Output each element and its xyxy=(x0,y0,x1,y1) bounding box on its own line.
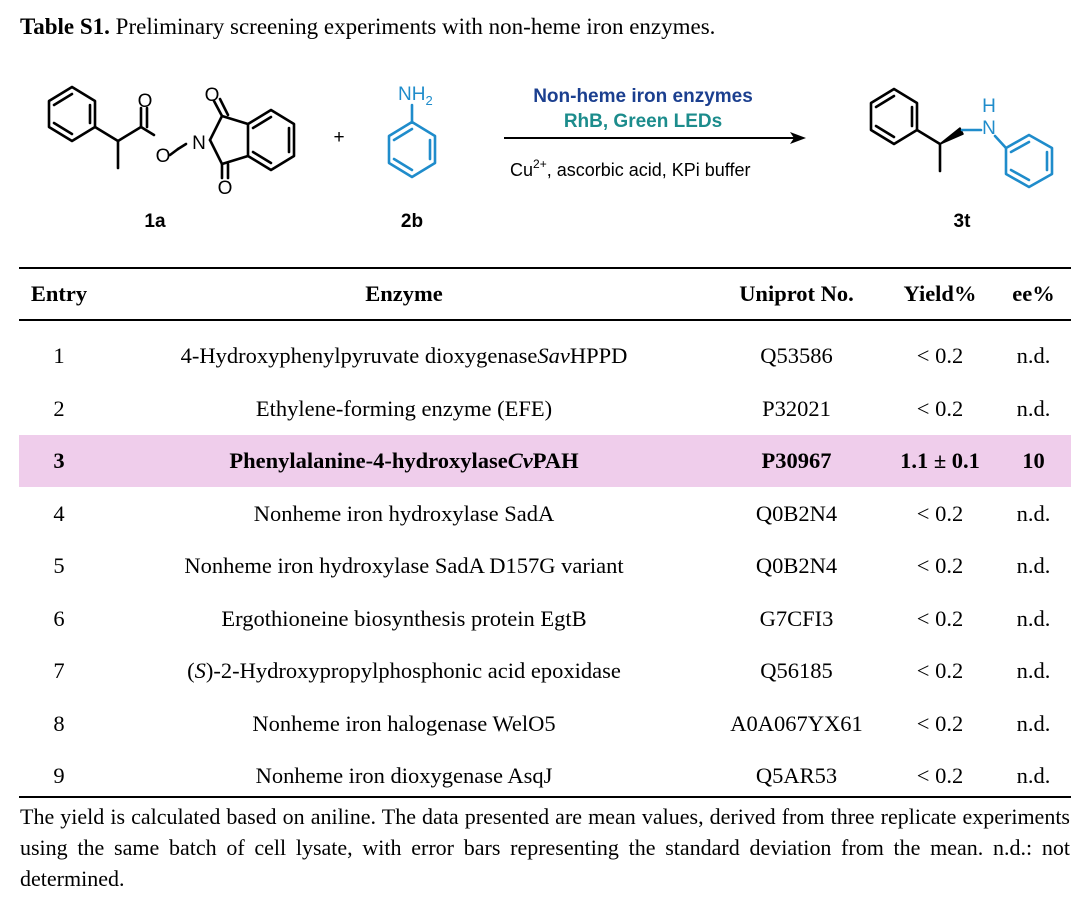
cell-entry: 2 xyxy=(53,395,65,421)
table-header xyxy=(19,270,1071,318)
conditions-cu: Cu xyxy=(510,160,534,180)
table-row xyxy=(19,330,1071,382)
caption-label: Table S1. xyxy=(20,14,110,39)
cell-ee: n.d. xyxy=(1016,763,1051,788)
product-nh-h: H xyxy=(982,96,996,117)
cell-entry: 6 xyxy=(53,605,65,631)
enzyme-text: Nonheme iron halogenase WelO5 xyxy=(252,710,556,736)
cell-enzyme xyxy=(99,383,709,435)
cell-entry: 4 xyxy=(53,500,65,526)
cell-uniprot: P30967 xyxy=(761,448,832,473)
cell-uniprot: Q0B2N4 xyxy=(755,553,838,578)
cell-uniprot: A0A067YX61 xyxy=(730,710,863,736)
table-row xyxy=(19,383,1071,435)
cell-enzyme xyxy=(99,435,709,487)
cell-yield: < 0.2 xyxy=(916,395,964,421)
table-bottom-rule xyxy=(19,796,1071,798)
cell-uniprot: Q0B2N4 xyxy=(755,500,838,526)
cell-uniprot: G7CFI3 xyxy=(759,605,834,631)
header-entry: Entry xyxy=(30,281,88,306)
cell-ee: n.d. xyxy=(1016,500,1051,526)
cell-yield: < 0.2 xyxy=(916,343,964,368)
cell-ee: n.d. xyxy=(1016,605,1051,631)
cell-entry: 3 xyxy=(53,448,65,473)
cell-yield: < 0.2 xyxy=(916,605,964,631)
conditions-enzymes: Non-heme iron enzymes xyxy=(533,86,753,107)
atom-o-imide-top: O xyxy=(204,85,220,106)
cell-entry: 5 xyxy=(53,553,65,578)
reaction-scheme xyxy=(0,70,1080,245)
enzyme-italic: S xyxy=(194,658,206,683)
table-header-rule xyxy=(19,319,1071,321)
cell-ee: n.d. xyxy=(1016,710,1051,736)
cell-enzyme xyxy=(99,645,709,697)
conditions-rest: , ascorbic acid, KPi buffer xyxy=(546,160,751,180)
table-top-rule xyxy=(19,267,1071,269)
amine-sub: 2 xyxy=(425,93,433,108)
table-caption xyxy=(20,14,715,40)
enzyme-italic: Sav xyxy=(537,343,570,368)
cell-entry: 7 xyxy=(53,658,65,683)
enzyme-text: ( xyxy=(187,658,195,683)
atom-o-ester: O xyxy=(155,146,171,167)
atom-o-carbonyl: O xyxy=(137,91,153,112)
cell-entry: 1 xyxy=(53,343,65,368)
table-row xyxy=(19,540,1071,592)
cell-ee: n.d. xyxy=(1016,553,1051,578)
reactant-1a-label: 1a xyxy=(144,211,166,232)
cell-ee: n.d. xyxy=(1016,395,1051,421)
cell-yield: < 0.2 xyxy=(916,500,964,526)
cell-yield: < 0.2 xyxy=(916,763,964,788)
header-yield: Yield% xyxy=(903,281,977,306)
cell-yield: < 0.2 xyxy=(916,710,964,736)
enzyme-text: Nonheme iron dioxygenase AsqJ xyxy=(255,763,553,788)
cell-entry: 8 xyxy=(53,710,65,736)
table-row xyxy=(19,750,1071,802)
enzyme-text: Nonheme iron hydroxylase SadA xyxy=(253,500,555,526)
cell-uniprot: Q5AR53 xyxy=(755,763,838,788)
table-row xyxy=(19,645,1071,697)
table-row xyxy=(19,435,1071,487)
cell-ee: n.d. xyxy=(1016,658,1051,683)
cell-enzyme xyxy=(99,330,709,382)
header-enzyme: Enzyme xyxy=(365,281,443,306)
enzyme-text: 4-Hydroxyphenylpyruvate dioxygenase xyxy=(180,343,538,368)
cell-enzyme xyxy=(99,488,709,540)
cell-uniprot: Q53586 xyxy=(760,343,833,368)
cell-uniprot: P32021 xyxy=(762,395,831,421)
header-uniprot: Uniprot No. xyxy=(739,281,854,306)
cell-enzyme xyxy=(99,750,709,802)
cell-entry: 9 xyxy=(53,763,65,788)
cell-uniprot: Q56185 xyxy=(760,658,833,683)
reactant-1a-structure xyxy=(49,87,294,178)
atom-n-imide: N xyxy=(192,133,206,154)
cell-ee: n.d. xyxy=(1016,343,1051,368)
product-nh-n: N xyxy=(982,118,996,139)
amine-nh: NH xyxy=(398,84,426,105)
table-footnote: The yield is calculated based on aniline. The data presented are mean values, derived from three replicate experiments using the same batch of cell lysate, with error bars representing the standard deviation from the mean. n.d.: not determined. xyxy=(20,804,1070,891)
enzyme-text-end: )-2-Hydroxypropylphosphonic acid epoxidase xyxy=(205,658,621,683)
reactant-2b-label: 2b xyxy=(400,211,424,232)
enzyme-text-end: HPPD xyxy=(569,343,628,368)
table-row xyxy=(19,488,1071,540)
product-3t-structure xyxy=(871,89,1052,187)
cell-enzyme xyxy=(99,540,709,592)
cell-enzyme xyxy=(99,698,709,750)
cell-yield: < 0.2 xyxy=(916,553,964,578)
enzyme-text: Ethylene-forming enzyme (EFE) xyxy=(255,395,553,421)
cell-yield: 1.1 ± 0.1 xyxy=(900,448,980,473)
conditions-reagents xyxy=(510,157,750,180)
table-row xyxy=(19,698,1071,750)
enzyme-text: Nonheme iron hydroxylase SadA D157G variant xyxy=(184,553,624,578)
cell-ee: 10 xyxy=(1022,448,1045,473)
conditions-light: RhB, Green LEDs xyxy=(563,111,723,132)
enzyme-text-end: PAH xyxy=(532,448,579,473)
atom-o-imide-bottom: O xyxy=(217,178,233,199)
enzyme-text: Ergothioneine biosynthesis protein EgtB xyxy=(221,605,587,631)
amine-group xyxy=(398,84,433,108)
enzyme-text: Phenylalanine-4-hydroxylase xyxy=(229,448,508,473)
caption-text: Preliminary screening experiments with non-heme iron enzymes. xyxy=(109,14,716,39)
header-ee: ee% xyxy=(1012,281,1055,306)
plus-sign: + xyxy=(333,127,345,148)
cell-yield: < 0.2 xyxy=(916,658,964,683)
enzyme-italic: Cv xyxy=(507,448,533,473)
reactant-2b-structure xyxy=(389,105,435,177)
cell-enzyme xyxy=(99,593,709,645)
product-3t-label: 3t xyxy=(953,211,971,232)
conditions-cu-charge: 2+ xyxy=(533,157,547,171)
table-row xyxy=(19,593,1071,645)
